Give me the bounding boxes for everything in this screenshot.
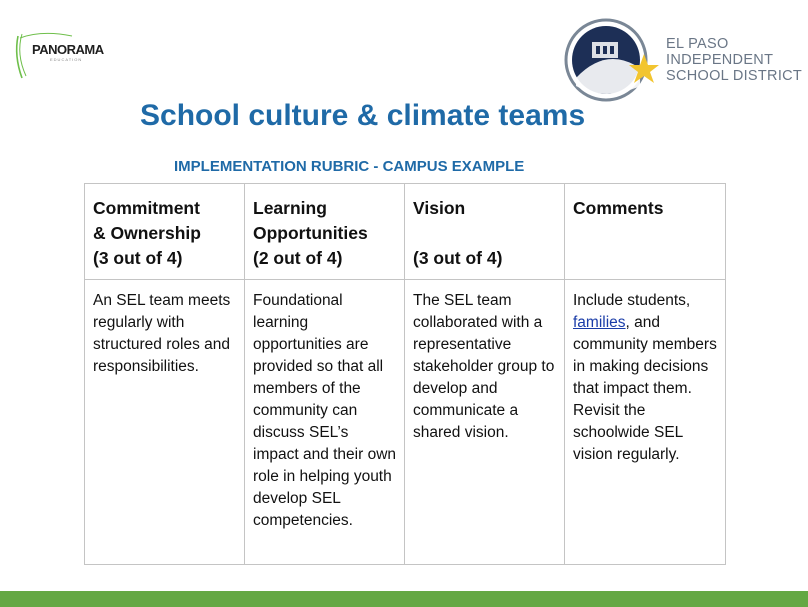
cell-learning: Foundational learning opportunities are provided so that all members of the community can discuss SEL’s impact and their own role in helping youth develop SEL competencies.: [245, 280, 405, 565]
district-seal-icon: [562, 16, 662, 106]
comments-text-after: , and community members in making decisions that impact them. Revisit the schoolwide SEL vision regularly.: [573, 314, 717, 463]
district-name-line-1: EL PASO: [666, 36, 729, 52]
panorama-wordmark: PANORAMA: [32, 42, 104, 57]
header-commitment: Commitment & Ownership (3 out of 4): [85, 184, 245, 280]
comments-text-before: Include students,: [573, 292, 691, 309]
panorama-logo: [12, 26, 112, 86]
episd-logo: [562, 16, 802, 106]
rubric-body-row: [85, 280, 726, 565]
cell-commitment: An SEL team meets regularly with structured roles and responsibilities.: [85, 280, 245, 565]
district-name-line-3: SCHOOL DISTRICT: [666, 68, 803, 84]
page-subtitle: IMPLEMENTATION RUBRIC - CAMPUS EXAMPLE: [174, 158, 525, 175]
footer-bar: [0, 591, 808, 607]
header-comments: Comments: [565, 184, 726, 280]
panorama-subtext: EDUCATION: [50, 57, 83, 62]
header-learning: Learning Opportunities (2 out of 4): [245, 184, 405, 280]
rubric-header-row: [85, 184, 726, 280]
cell-comments: [565, 280, 726, 565]
cell-vision: The SEL team collaborated with a representative stakeholder group to develop and communicate a shared vision.: [405, 280, 565, 565]
page-title: School culture & climate teams: [140, 99, 586, 132]
header-vision: Vision (3 out of 4): [405, 184, 565, 280]
district-name: [666, 36, 806, 84]
rubric-table: [84, 183, 726, 565]
families-link[interactable]: families: [573, 314, 626, 331]
district-name-line-2: INDEPENDENT: [666, 52, 774, 68]
